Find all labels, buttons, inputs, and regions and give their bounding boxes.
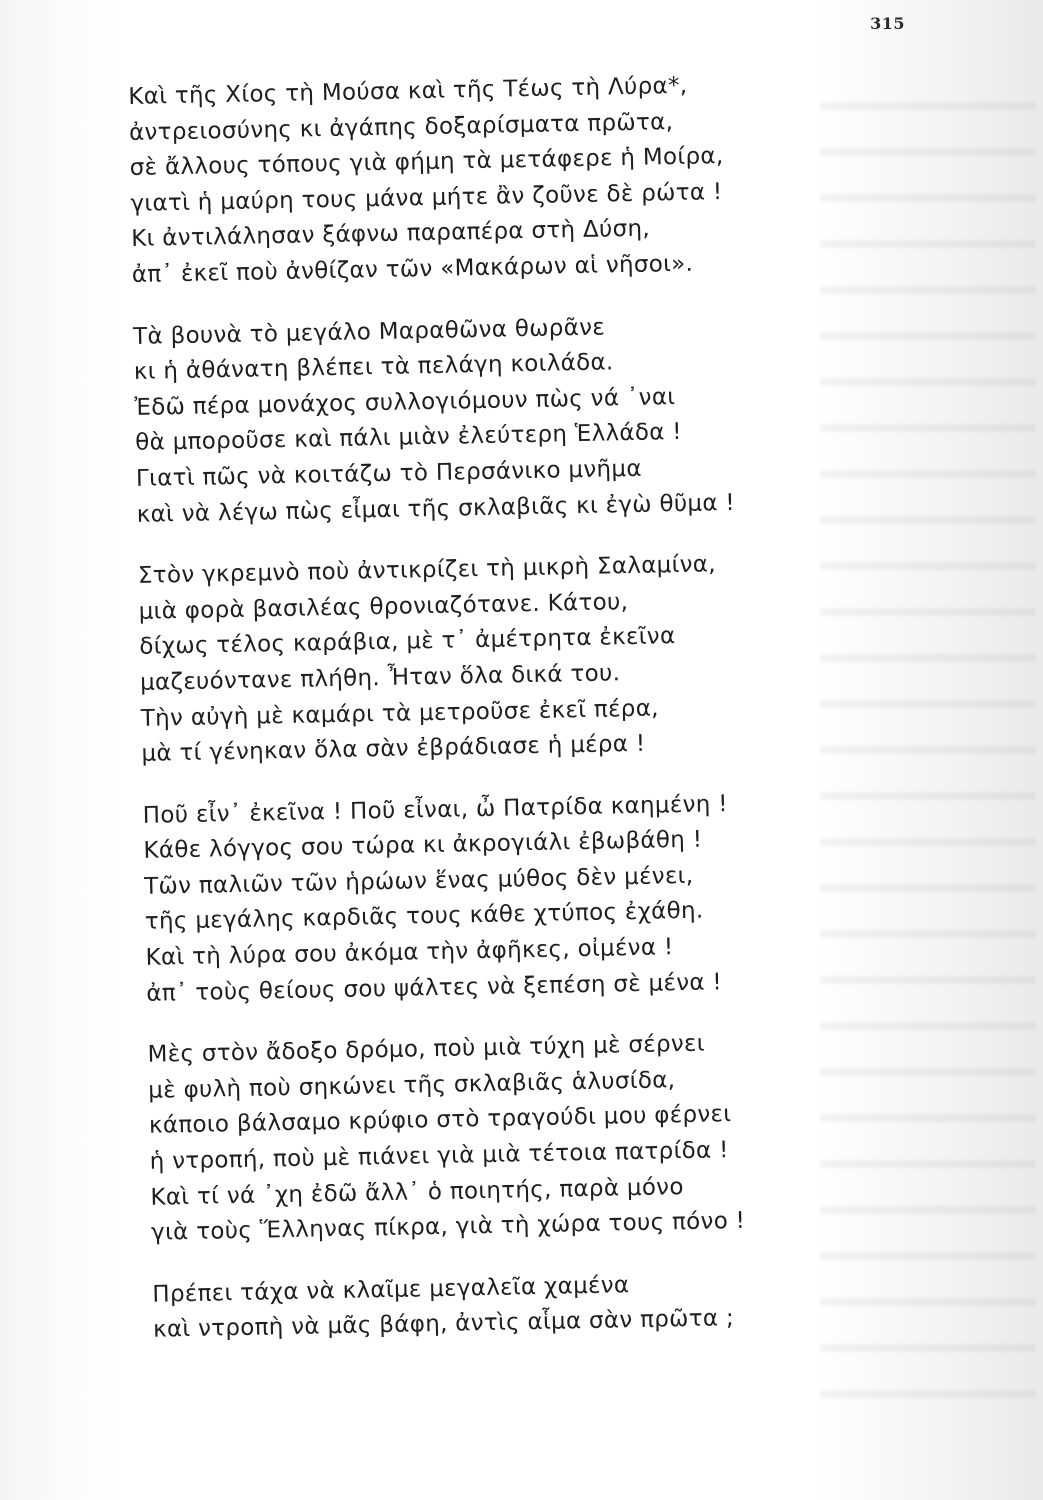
verse-line: γιὰ τοὺς Ἕλληνας πίκρα, γιὰ τὴ χώρα τους πόνο ! bbox=[150, 1208, 746, 1246]
verse-line: Γιατὶ πῶς νὰ κοιτάζω τὸ Περσάνικο μνῆμα bbox=[135, 455, 643, 492]
verse-line: καὶ νὰ λέγω πὼς εἶμαι τῆς σκλαβιᾶς κι ἐγὼ θῦμα ! bbox=[136, 489, 736, 528]
verse-line: κάποιο βάλσαμο κρύφιο στὸ τραγούδι μου φέρνει bbox=[148, 1101, 732, 1140]
verse-line: ἀντρειοσύνης κι ἀγάπης δοξαρίσματα πρῶτα, bbox=[128, 108, 674, 146]
verse-line: Ἐδῶ πέρα μονάχος συλλογιόμουν πὼς νά ᾽ναι bbox=[134, 383, 676, 421]
verse-line: κι ἡ ἀθάνατη βλέπει τὰ πελάγη κοιλάδα. bbox=[133, 349, 614, 386]
page-number: 315 bbox=[870, 14, 905, 33]
stanza-6 bbox=[152, 1263, 893, 1349]
verse-line: Τῶν παλιῶν τῶν ἡρώων ἕνας μύθος δὲν μένει, bbox=[143, 862, 694, 900]
verse-line: θὰ μποροῦσε καὶ πάλι μιὰν ἐλεύτερη Ἑλλάδα ! bbox=[135, 419, 683, 457]
verse-line: Καὶ τῆς Χίος τὴ Μούσα καὶ τῆς Τέως τὴ Λύρα*, bbox=[128, 72, 688, 110]
verse-line: Καὶ τί νά ᾽χη ἐδῶ ἄλλ᾽ ὁ ποιητής, παρὰ μόνο bbox=[150, 1173, 684, 1211]
verse-line: μιὰ φορὰ βασιλέας θρονιαζότανε. Κάτου, bbox=[138, 588, 629, 625]
verse-line: σὲ ἄλλους τόπους γιὰ φήμη τὰ μετάφερε ἡ Μοίρα, bbox=[129, 143, 724, 182]
verse-line: Κάθε λόγγος σου τώρα κι ἀκρογιάλι ἐβωβάθη ! bbox=[143, 826, 703, 865]
verse-line: δίχως τέλος καράβια, μὲ τ᾽ ἀμέτρητα ἐκεῖνα bbox=[139, 623, 676, 661]
verse-line: Πρέπει τάχα νὰ κλαῖμε μεγαλεῖα χαμένα bbox=[152, 1271, 630, 1308]
stanza-5 bbox=[147, 1023, 891, 1251]
verse-line: καὶ ντροπὴ νὰ μᾶς βάφη, ἀντὶς αἷμα σὰν πρῶτα ; bbox=[152, 1305, 735, 1344]
verse-line: Ποῦ εἶν᾽ ἐκεῖνα ! Ποῦ εἶναι, ὦ Πατρίδα καημένη ! bbox=[142, 790, 728, 829]
verse-line: τῆς μεγάλης καρδιᾶς τους κάθε χτύπος ἐχάθη. bbox=[144, 898, 704, 936]
stanza-3 bbox=[138, 544, 882, 772]
verse-line: ἡ ντροπή, ποὺ μὲ πιάνει γιὰ μιὰ τέτοια πατρίδα ! bbox=[149, 1137, 729, 1175]
stanza-1 bbox=[128, 65, 872, 293]
verse-line: μαζευόντανε πλήθη. Ἦταν ὅλα δικά του. bbox=[139, 660, 621, 696]
verse-line: γιατὶ ἡ μαύρη τους μάνα μήτε ἂν ζοῦνε δὲ ρώτα ! bbox=[130, 178, 723, 217]
verse-line: μὰ τί γένηκαν ὅλα σὰν ἐβράδιασε ἡ μέρα ! bbox=[141, 730, 646, 767]
verse-line: Τὴν αὐγὴ μὲ καμάρι τὰ μετροῦσε ἐκεῖ πέρα, bbox=[140, 694, 660, 732]
stanza-2 bbox=[133, 305, 877, 533]
verse-line: ἀπ᾽ τοὺς θείους σου ψάλτες νὰ ξεπέση σὲ μένα ! bbox=[146, 968, 723, 1007]
verse-line: μὲ φυλὴ ποὺ σηκώνει τῆς σκλαβιᾶς ἁλυσίδα, bbox=[148, 1067, 676, 1104]
stanza-4 bbox=[142, 784, 886, 1012]
poem bbox=[128, 65, 894, 1375]
verse-line: ἀπ᾽ ἐκεῖ ποὺ ἀνθίζαν τῶν «Μακάρων αἱ νῆσοι». bbox=[131, 250, 694, 288]
verse-line: Στὸν γκρεμνὸ ποὺ ἀντικρίζει τὴ μικρὴ Σαλαμίνα, bbox=[137, 551, 717, 590]
verse-line: Κι ἀντιλάλησαν ξάφνω παραπέρα στὴ Δύση, bbox=[130, 215, 651, 253]
verse-line: Τὰ βουνὰ τὸ μεγάλο Μαραθῶνα θωρᾶνε bbox=[132, 314, 606, 350]
verse-line: Μὲς στὸν ἄδοξο δρόμο, ποὺ μιὰ τύχη μὲ σέρνει bbox=[147, 1030, 706, 1069]
verse-line: Καὶ τὴ λύρα σου ἀκόμα τὴν ἀφῆκες, οἰμένα ! bbox=[145, 934, 674, 971]
